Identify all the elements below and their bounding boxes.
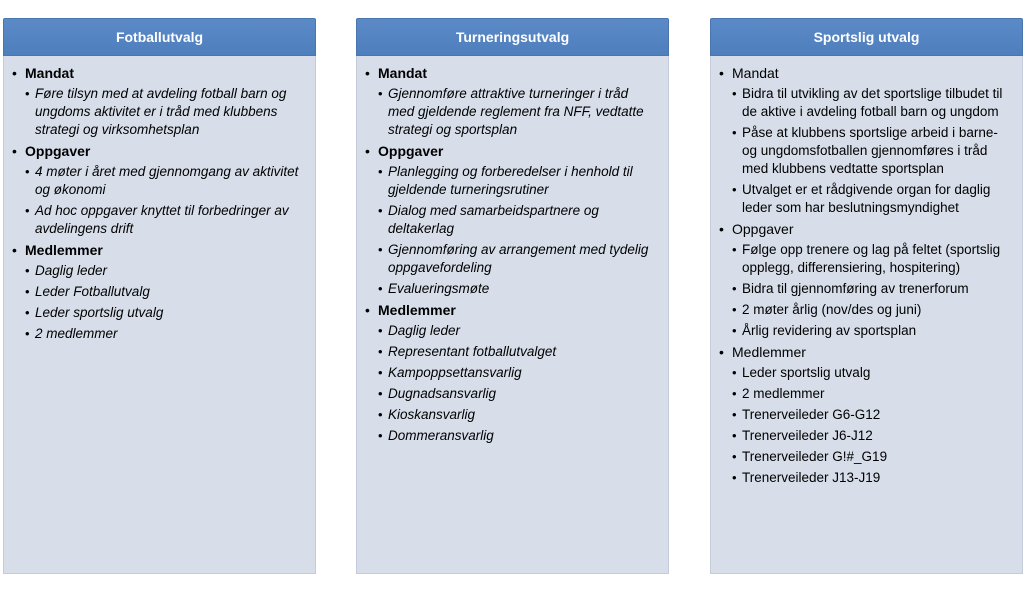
section-title: Mandat <box>25 65 74 81</box>
bullet-icon: • <box>25 86 30 101</box>
list-item: • Leder sportslig utvalg <box>732 365 871 380</box>
bullet-icon: • <box>378 407 383 422</box>
section-title: Mandat <box>732 65 779 81</box>
bullet-icon: • <box>732 242 737 257</box>
list-item: • Årlig revidering av sportsplan <box>732 323 917 338</box>
bullet-icon: • <box>25 164 30 179</box>
column-header <box>356 18 669 56</box>
list-item: • Påse at klubbens sportslige arbeid i barne- og ungdomsfotballen gjennomføres i tråd med klubbens vedtatte sportsplan <box>732 125 998 176</box>
list-item: • Trenerveileder G6-G12 <box>732 407 881 422</box>
bullet-icon: • <box>12 242 17 258</box>
bullet-icon: • <box>719 65 724 81</box>
bullet-icon: • <box>732 407 737 422</box>
column-title: Turneringsutvalg <box>455 29 570 45</box>
bullet-icon: • <box>378 203 383 218</box>
bullet-icon: • <box>719 221 724 237</box>
list-item: • Leder sportslig utvalg <box>25 305 164 320</box>
list-item: • 2 medlemmer <box>25 326 118 341</box>
list-item: • Daglig leder <box>378 323 461 338</box>
bullet-icon: • <box>12 65 17 81</box>
section-title: Oppgaver <box>732 221 794 237</box>
column-body <box>356 56 669 574</box>
bullet-icon: • <box>378 386 383 401</box>
bullet-icon: • <box>25 284 30 299</box>
bullet-icon: • <box>25 305 30 320</box>
bullet-icon: • <box>378 242 383 257</box>
list-item: • Evalueringsmøte <box>378 281 490 296</box>
bullet-icon: • <box>719 344 724 360</box>
bullet-icon: • <box>732 323 737 338</box>
column-header <box>3 18 316 56</box>
column-header <box>710 18 1023 56</box>
list-item: • Planlegging og forberedelser i henhold til gjeldende turneringsrutiner <box>378 164 633 197</box>
bullet-icon: • <box>25 263 30 278</box>
list-item: • 2 møter årlig (nov/des og juni) <box>732 302 922 317</box>
bullet-icon: • <box>378 365 383 380</box>
bullet-icon: • <box>732 125 737 140</box>
list-item: • Dommeransvarlig <box>378 428 494 443</box>
bullet-icon: • <box>365 302 370 318</box>
list-item: • Dialog med samarbeidspartnere og deltakerlag <box>378 203 599 236</box>
bullet-icon: • <box>732 281 737 296</box>
list-item: • Dugnadsansvarlig <box>378 386 497 401</box>
bullet-icon: • <box>732 182 737 197</box>
column-title: Fotballutvalg <box>115 29 204 45</box>
bullet-icon: • <box>732 86 737 101</box>
bullet-icon: • <box>12 143 17 159</box>
section-title: Oppgaver <box>25 143 91 159</box>
bullet-icon: • <box>732 470 737 485</box>
section-mandat <box>365 64 658 139</box>
section-title: Medlemmer <box>378 302 456 318</box>
bullet-icon: • <box>25 326 30 341</box>
list-item: • Gjennomføre attraktive turneringer i tråd med gjeldende reglement fra NFF, vedtatte strategi og sportsplan <box>378 86 644 137</box>
bullet-icon: • <box>732 365 737 380</box>
list-item: • Gjennomføring av arrangement med tydelig oppgavefordeling <box>378 242 649 275</box>
list-item: • Trenerveileder J13-J19 <box>732 470 881 485</box>
list-item: • Representant fotballutvalget <box>378 344 557 359</box>
list-item: • 4 møter i året med gjennomgang av aktivitet og økonomi <box>25 164 299 197</box>
bullet-icon: • <box>378 344 383 359</box>
section-oppgaver <box>365 142 658 298</box>
section-title: Medlemmer <box>25 242 103 258</box>
section-oppgaver <box>719 220 1012 340</box>
list-item: • Trenerveileder J6-J12 <box>732 428 873 443</box>
list-item: • Kioskansvarlig <box>378 407 476 422</box>
section-title: Mandat <box>378 65 427 81</box>
list-item: • Ad hoc oppgaver knyttet til forbedringer av avdelingens drift <box>25 203 289 236</box>
section-medlemmer <box>12 241 305 343</box>
list-item: • Leder Fotballutvalg <box>25 284 150 299</box>
section-title: Oppgaver <box>378 143 444 159</box>
bullet-icon: • <box>365 65 370 81</box>
list-item: • Daglig leder <box>25 263 108 278</box>
bullet-icon: • <box>365 143 370 159</box>
list-item: • Bidra til gjennomføring av trenerforum <box>732 281 969 296</box>
bullet-icon: • <box>732 302 737 317</box>
list-item: • Følge opp trenere og lag på feltet (sportslig opplegg, differensiering, hospitering) <box>732 242 1001 275</box>
list-item: • Kampoppsettansvarlig <box>378 365 522 380</box>
bullet-icon: • <box>378 86 383 101</box>
bullet-icon: • <box>732 449 737 464</box>
column-body <box>710 56 1023 574</box>
bullet-icon: • <box>378 323 383 338</box>
section-mandat <box>12 64 305 139</box>
list-item: • Trenerveileder G!#_G19 <box>732 449 888 464</box>
bullet-icon: • <box>732 428 737 443</box>
bullet-icon: • <box>378 164 383 179</box>
bullet-icon: • <box>25 203 30 218</box>
list-item: • Føre tilsyn med at avdeling fotball barn og ungdoms aktivitet er i tråd med klubbens strategi og virksomhetsplan <box>25 86 287 137</box>
bullet-icon: • <box>732 386 737 401</box>
section-mandat <box>719 64 1012 217</box>
column-body <box>3 56 316 574</box>
section-title: Medlemmer <box>732 344 806 360</box>
section-oppgaver <box>12 142 305 238</box>
bullet-icon: • <box>378 428 383 443</box>
bullet-icon: • <box>378 281 383 296</box>
column-sportslig-utvalg <box>710 18 1023 574</box>
column-fotballutvalg <box>3 18 316 574</box>
list-item: • 2 medlemmer <box>732 386 825 401</box>
column-title: Sportslig utvalg <box>813 29 920 45</box>
section-medlemmer <box>365 301 658 445</box>
list-item: • Bidra til utvikling av det sportslige tilbudet til de aktive i avdeling fotball barn og ungdom <box>732 86 1003 119</box>
column-turneringsutvalg <box>356 18 669 574</box>
list-item: • Utvalget er et rådgivende organ for daglig leder som har beslutningsmyndighet <box>732 182 991 215</box>
section-medlemmer <box>719 343 1012 487</box>
